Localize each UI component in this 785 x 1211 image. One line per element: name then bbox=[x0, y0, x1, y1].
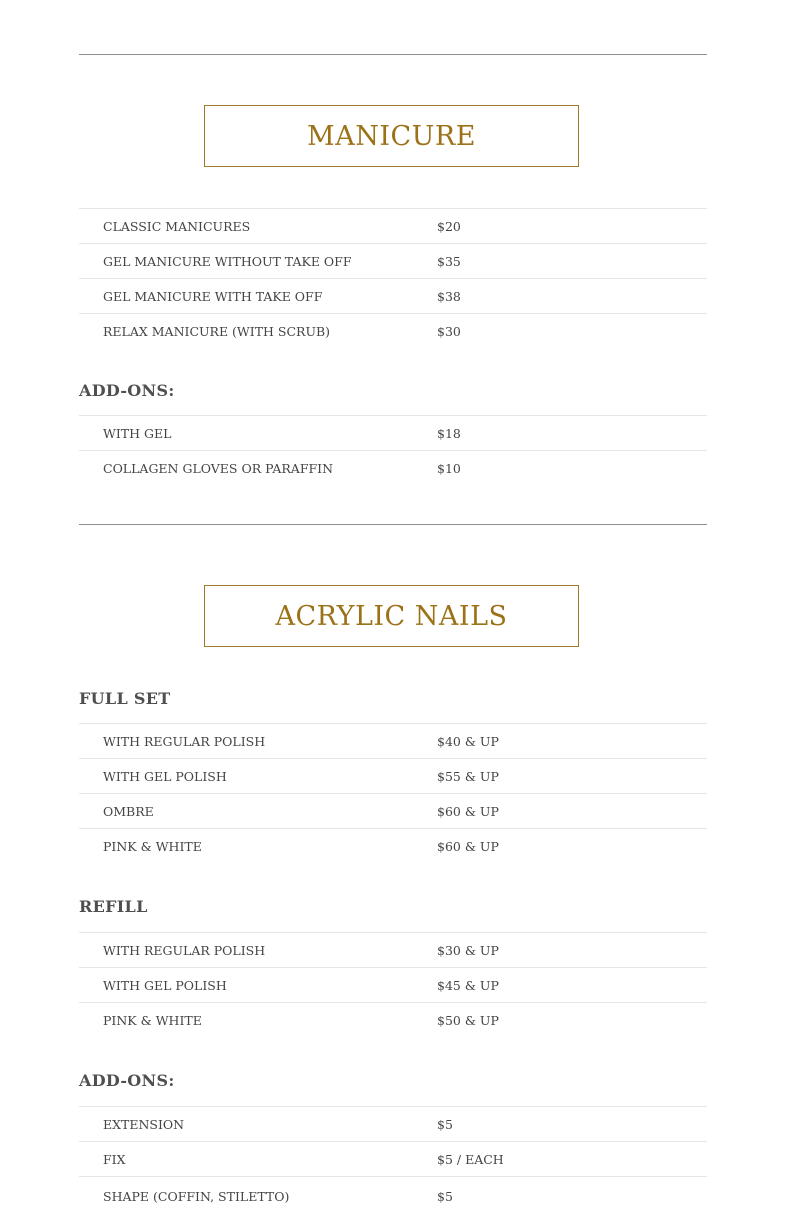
service-name: GEL MANICURE WITHOUT TAKE OFF bbox=[103, 253, 352, 269]
service-name: RELAX MANICURE (WITH SCRUB) bbox=[103, 323, 331, 339]
service-price: $18 bbox=[437, 425, 461, 441]
service-name: WITH REGULAR POLISH bbox=[103, 733, 266, 749]
table-row bbox=[79, 1002, 707, 1037]
service-price: $30 & UP bbox=[437, 942, 499, 958]
service-name: WITH GEL POLISH bbox=[103, 977, 227, 993]
manicure-addons-table bbox=[79, 415, 707, 485]
table-row bbox=[79, 758, 707, 793]
table-row bbox=[79, 793, 707, 828]
service-name: COLLAGEN GLOVES OR PARAFFIN bbox=[103, 460, 334, 476]
service-name: SHAPE (COFFIN, STILETTO) bbox=[103, 1189, 290, 1204]
service-price: $55 & UP bbox=[437, 768, 499, 784]
service-price: $35 bbox=[437, 253, 461, 269]
service-price: $10 bbox=[437, 460, 461, 476]
table-row bbox=[79, 1106, 707, 1141]
service-name: CLASSIC MANICURES bbox=[103, 218, 251, 234]
manicure-table bbox=[79, 208, 707, 348]
table-row bbox=[79, 723, 707, 758]
table-row bbox=[79, 243, 707, 278]
table-row bbox=[79, 967, 707, 1002]
service-price: $30 bbox=[437, 323, 461, 339]
service-price: $5 / EACH bbox=[437, 1151, 504, 1167]
service-name: FIX bbox=[103, 1151, 126, 1167]
divider bbox=[79, 54, 707, 55]
service-price: $40 & UP bbox=[437, 733, 499, 749]
service-name: EXTENSION bbox=[103, 1116, 185, 1132]
service-price: $5 bbox=[437, 1116, 453, 1132]
table-row bbox=[79, 208, 707, 243]
section-title-manicure: MANICURE bbox=[204, 105, 579, 167]
refill-heading: REFILL bbox=[79, 897, 148, 916]
manicure-addons-heading: ADD-ONS: bbox=[79, 381, 175, 400]
service-name: GEL MANICURE WITH TAKE OFF bbox=[103, 288, 323, 304]
fullset-heading: FULL SET bbox=[79, 689, 171, 708]
service-price: $60 & UP bbox=[437, 838, 499, 854]
service-price: $20 bbox=[437, 218, 461, 234]
service-name: WITH GEL POLISH bbox=[103, 768, 227, 784]
divider bbox=[79, 524, 707, 525]
service-price: $5 bbox=[437, 1189, 453, 1204]
service-name: PINK & WHITE bbox=[103, 1012, 202, 1028]
service-name: OMBRE bbox=[103, 803, 154, 819]
refill-table bbox=[79, 932, 707, 1037]
service-price: $50 & UP bbox=[437, 1012, 499, 1028]
service-price: $60 & UP bbox=[437, 803, 499, 819]
table-row bbox=[79, 313, 707, 348]
service-name: PINK & WHITE bbox=[103, 838, 202, 854]
fullset-table bbox=[79, 723, 707, 863]
table-row bbox=[79, 1176, 707, 1211]
service-price: $38 bbox=[437, 288, 461, 304]
table-row bbox=[79, 1141, 707, 1176]
table-row bbox=[79, 278, 707, 313]
table-row bbox=[79, 828, 707, 863]
service-price: $45 & UP bbox=[437, 977, 499, 993]
service-name: WITH GEL bbox=[103, 425, 172, 441]
section-title-acrylic: ACRYLIC NAILS bbox=[204, 585, 579, 647]
acrylic-addons-heading: ADD-ONS: bbox=[79, 1071, 175, 1090]
service-name: WITH REGULAR POLISH bbox=[103, 942, 266, 958]
table-row bbox=[79, 415, 707, 450]
acrylic-addons-table bbox=[79, 1106, 707, 1211]
table-row bbox=[79, 450, 707, 485]
table-row bbox=[79, 932, 707, 967]
